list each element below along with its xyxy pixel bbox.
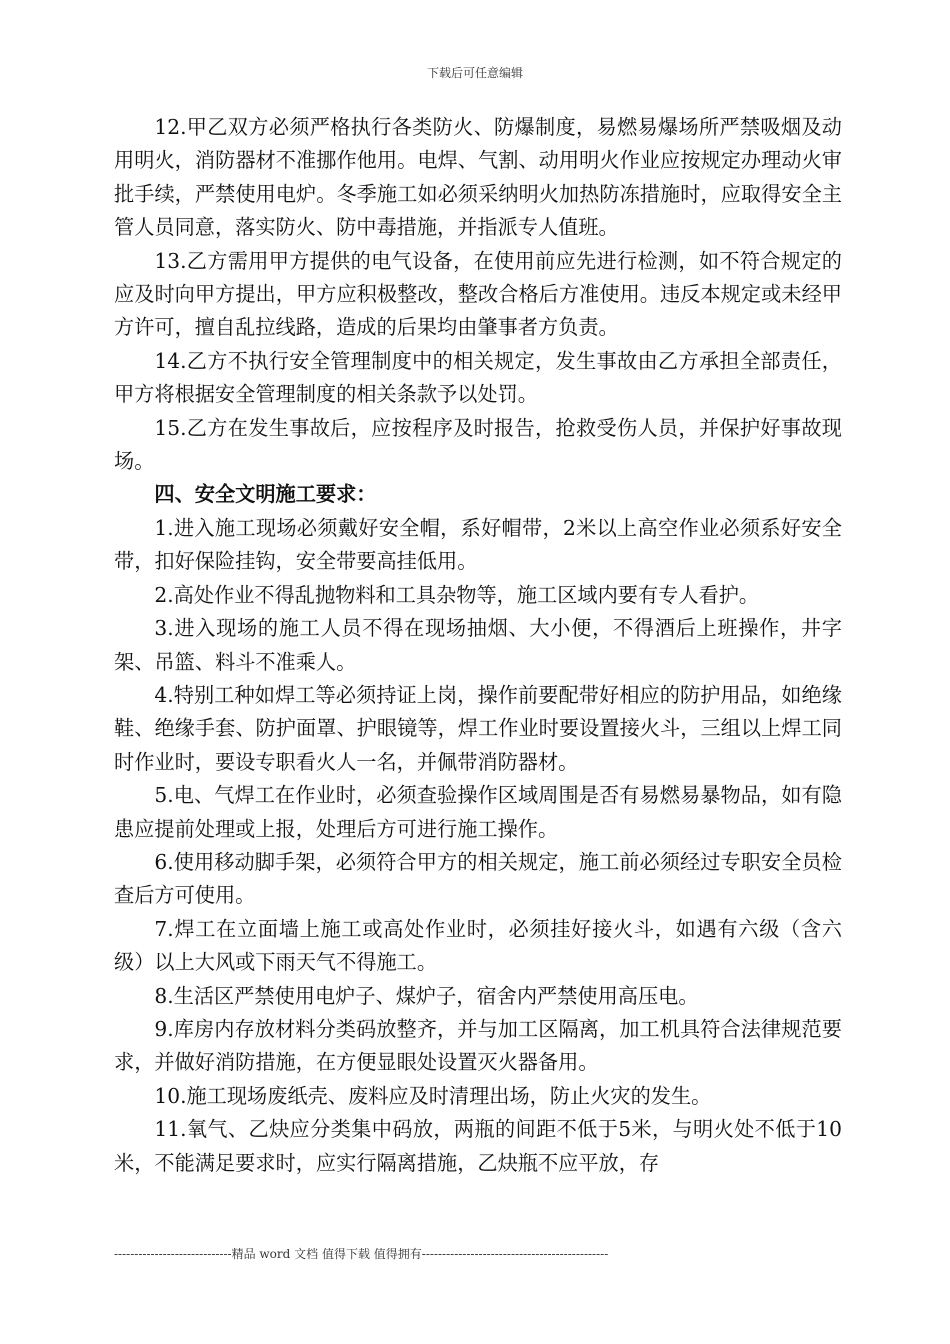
requirement-5: 5.电、气焊工在作业时，必须查验操作区域周围是否有易燃易暴物品，如有隐患应提前处理或上报，处理后方可进行施工操作。 [114, 783, 842, 841]
requirement-2: 2.高处作业不得乱抛物料和工具杂物等，施工区域内要有专人看护。 [154, 582, 760, 607]
requirement-9: 9.库房内存放材料分类码放整齐，并与加工区隔离，加工机具符合法律规范要求，并做好消防措施，在方便显眼处设置灭火器备用。 [114, 1016, 842, 1075]
requirement-7: 7.焊工在立面墙上施工或高处作业时，必须挂好接火斗，如遇有六级（含六级）以上大风或下雨天气不得施工。 [114, 916, 842, 975]
clause-14: 14.乙方不执行安全管理制度中的相关规定，发生事故由乙方承担全部责任，甲方将根据安全管理制度的相关条款予以处罚。 [114, 348, 842, 407]
requirement-11: 11.氧气、乙炔应分类集中码放，两瓶的间距不低于5米，与明火处不低于10米，不能满足要求时，应实行隔离措施，乙炔瓶不应平放，存 [114, 1117, 842, 1175]
requirement-3: 3.进入现场的施工人员不得在现场抽烟、大小便，不得酒后上班操作，井字架、吊篮、料斗不准乘人。 [114, 616, 842, 674]
requirement-10: 10.施工现场废纸壳、废料应及时清理出场，防止火灾的发生。 [154, 1083, 712, 1108]
clause-12: 12.甲乙双方必须严格执行各类防火、防爆制度，易燃易爆场所严禁吸烟及动用明火，消防器材不准挪作他用。电焊、气割、动用明火作业应按规定办理动火审批手续，严禁使用电炉。冬季施工如必须采纳明火加热防冻措施时，应取得安全主管人员同意，落实防火、防中毒措施，并指派专人值班。 [114, 115, 842, 240]
page-footer: -----------------------------精品 word 文档 值得下载 值得拥有---------------------------------------------- [114, 1247, 609, 1261]
requirement-8: 8.生活区严禁使用电炉子、煤炉子，宿舍内严禁使用高压电。 [154, 983, 699, 1008]
requirement-4: 4.特别工种如焊工等必须持证上岗，操作前要配带好相应的防护用品，如绝缘鞋、绝缘手套、防护面罩、护眼镜等，焊工作业时要设置接火斗，三组以上焊工同时作业时，要设专职看火人一名，并佩带消防器材。 [114, 682, 842, 774]
page-header: 下载后可任意编辑 [426, 66, 523, 80]
section-heading: 四、安全文明施工要求： [154, 482, 377, 507]
requirement-1: 1.进入施工现场必须戴好安全帽，系好帽带，2米以上高空作业必须系好安全带，扣好保险挂钩，安全带要高挂低用。 [114, 515, 842, 574]
clause-13: 13.乙方需用甲方提供的电气设备，在使用前应先进行检测，如不符合规定的应及时向甲方提出，甲方应积极整改，整改合格后方准使用。违反本规定或未经甲方许可，擅自乱拉线路，造成的后果均由肇事者方负责。 [114, 248, 842, 340]
document-body [114, 111, 842, 1180]
requirement-6: 6.使用移动脚手架，必须符合甲方的相关规定，施工前必须经过专职安全员检查后方可使用。 [114, 849, 842, 908]
clause-15: 15.乙方在发生事故后，应按程序及时报告，抢救受伤人员，并保护好事故现场。 [114, 415, 842, 474]
